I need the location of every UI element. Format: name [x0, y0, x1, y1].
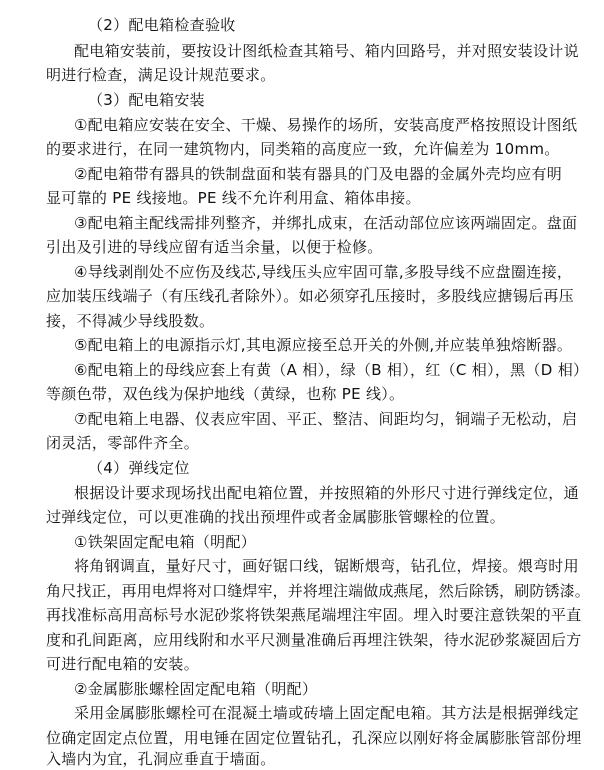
paragraph-line: ①配电箱应安装在安全、干燥、易操作的场所，安装高度严格按照设计图纸: [74, 116, 578, 134]
paragraph-line: 明进行检查，满足设计规范要求。: [46, 66, 276, 84]
section-heading: （3）配电箱安装: [88, 91, 205, 109]
paragraph-line: 引出及引进的导线应留有适当余量，以便于检修。: [46, 238, 383, 256]
paragraph-line: ③配电箱主配线需排列整齐，并绑扎成束，在活动部位应该两端固定。盘面: [74, 214, 578, 232]
paragraph-line: 配电箱安装前，要按设计图纸检查其箱号、箱内回路号，并对照安装设计说: [74, 42, 579, 60]
paragraph-line: ⑥配电箱上的母线应套上有黄（A 相），绿（B 相），红（C 相），黑（D 相）: [74, 361, 589, 379]
paragraph-line: 等颜色带，双色线为保护地线（黄绿，也称 PE 线）。: [46, 385, 405, 403]
paragraph-line: 角尺找正，再用电焊将对口缝焊牢，并将埋注端做成燕尾，然后除锈，刷防锈漆。: [46, 582, 590, 600]
paragraph-line: 入墙内为宜，孔洞应垂直于墙面。: [46, 750, 276, 768]
subsection-heading: ①铁架固定配电箱（明配）: [74, 533, 257, 551]
paragraph-line: 根据设计要求现场找出配电箱位置，并按照箱的外形尺寸进行弹线定位，通: [74, 484, 579, 502]
section-heading: （2）配电箱检查验收: [88, 16, 236, 34]
paragraph-line: ⑦配电箱上电器、仪表应牢固、平正、整洁、间距均匀，铜端子无松动，启: [74, 410, 578, 428]
paragraph-line: ⑤配电箱上的电源指示灯,其电源应接至总开关的外侧,并应装单独熔断器。: [74, 336, 573, 354]
paragraph-line: ②配电箱带有器具的铁制盘面和装有器具的门及电器的金属外壳均应有明: [74, 165, 563, 183]
paragraph-line: 采用金属膨胀螺栓可在混凝土墙或砖墙上固定配电箱。其方法是根据弹线定: [74, 704, 579, 722]
paragraph-line: 过弹线定位，可以更准确的找出预埋件或者金属膨胀管螺栓的位置。: [46, 508, 506, 526]
subsection-heading: ②金属膨胀螺栓固定配电箱（明配）: [74, 680, 318, 698]
paragraph-line: 显可靠的 PE 线接地。PE 线不允许利用盒、箱体串接。: [46, 189, 421, 207]
paragraph-line: 接，不得减少导线股数。: [46, 312, 215, 330]
paragraph-line: 可进行配电箱的安装。: [46, 655, 200, 673]
paragraph-line: 度和孔间距离，应用线附和水平尺测量准确后再埋注铁架，待水泥砂浆凝固后方: [46, 631, 582, 649]
paragraph-line: 将角钢调直，量好尺寸，画好锯口线，锯断煨弯，钻孔位，焊接。煨弯时用: [74, 557, 579, 575]
paragraph-line: 应加装压线端子（有压线孔者除外）。如必须穿孔压接时，多股线应搪锡后再压: [46, 287, 575, 305]
paragraph-line: 的要求进行，在同一建筑物内，同类箱的高度应一致，允许偏差为 10mm。: [46, 140, 560, 158]
paragraph-line: 位确定固定点位置，用电锤在固定位置钻孔，孔深应以刚好将金属膨胀管部份埋: [46, 729, 582, 747]
section-heading: （4）弹线定位: [88, 459, 190, 477]
paragraph-line: 再找准标高用高标号水泥砂浆将铁架燕尾端埋注牢固。埋入时要注意铁架的平直: [46, 606, 582, 624]
paragraph-line: 闭灵活，零部件齐全。: [46, 434, 200, 452]
paragraph-line: ④导线剥削处不应伤及线芯,导线压头应牢固可靠,多股导线不应盘圈连接，: [74, 263, 573, 281]
